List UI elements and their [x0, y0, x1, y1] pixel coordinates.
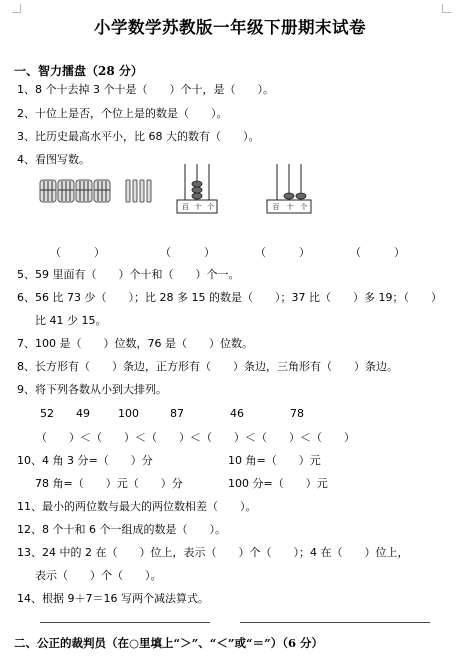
abacus-1 — [175, 160, 219, 220]
question-10-part-b-left: 78 角=（ ）元（ ）分 — [35, 477, 183, 490]
q9-number-2: 49 — [76, 407, 90, 420]
question-1: 1、8 个十去掉 3 个十是（ ）个十，是（ ）。 — [17, 83, 274, 96]
abacus-1-label-ones: 个 — [207, 203, 215, 211]
q4-blank-1[interactable]: （ ） — [50, 246, 105, 259]
question-6-continued: 比 41 少 15。 — [35, 314, 107, 327]
section-heading-1: 一、智力擂盘（28 分） — [14, 64, 143, 78]
q9-number-5: 46 — [230, 407, 244, 420]
page-title: 小学数学苏教版一年级下册期末试卷 — [94, 18, 366, 37]
question-5: 5、59 里面有（ ）个十和（ ）个一。 — [17, 268, 240, 281]
q9-number-3: 100 — [118, 407, 139, 420]
abacus-2-label-ones: 个 — [300, 203, 308, 211]
q9-ordering-blanks[interactable]: （ ）＜（ ）＜（ ）＜（ ）＜（ ）＜（ ） — [36, 431, 355, 444]
abacus-2-label-hundreds: 百 — [272, 203, 280, 211]
question-6: 6、56 比 73 少（ ）；比 28 多 15 的数是（ ）；37 比（ ）多 19；（ ） — [17, 291, 442, 304]
question-13: 13、24 中的 2 在（ ）位上，表示（ ）个（ ）；4 在（ ）位上， — [17, 546, 409, 559]
question-10-part-a-right: 10 角=（ ）元 — [228, 454, 321, 467]
question-9: 9、将下列各数从小到大排列。 — [17, 383, 167, 396]
section-heading-2: 二、公正的裁判员（在○里填上“＞”、“＜”或“＝”）（6 分） — [14, 636, 323, 650]
abacus-1-label-tens: 十 — [194, 203, 202, 211]
stick-bundles-icon — [38, 176, 158, 206]
q4-blank-3[interactable]: （ ） — [255, 246, 310, 259]
question-4: 4、看图写数。 — [17, 153, 90, 166]
question-14: 14、根据 9＋7＝16 写两个减法算式。 — [17, 592, 209, 605]
answer-line-2[interactable] — [240, 622, 430, 623]
abacus-2 — [265, 160, 313, 220]
corner-mark-right — [442, 4, 451, 13]
q4-blank-4[interactable]: （ ） — [350, 246, 405, 259]
question-8: 8、长方形有（ ）条边，正方形有（ ）条边，三角形有（ ）条边。 — [17, 360, 398, 373]
abacus-1-label-hundreds: 百 — [181, 203, 189, 211]
q9-number-6: 78 — [290, 407, 304, 420]
question-10-part-a-left: 10、4 角 3 分=（ ）分 — [17, 454, 153, 467]
q9-number-1: 52 — [40, 407, 54, 420]
question-11: 11、最小的两位数与最大的两位数相差（ ）。 — [17, 500, 257, 513]
abacus-2-label-tens: 十 — [286, 203, 294, 211]
question-13-continued: 表示（ ）个（ ）。 — [35, 569, 162, 582]
corner-mark-left — [12, 4, 21, 13]
q4-blank-2[interactable]: （ ） — [160, 246, 215, 259]
q9-number-4: 87 — [170, 407, 184, 420]
answer-line-1[interactable] — [40, 622, 210, 623]
question-3: 3、比历史最高水平小，比 68 大的数有（ ）。 — [17, 130, 260, 143]
question-10-part-b-right: 100 分=（ ）元 — [228, 477, 328, 490]
question-7: 7、100 是（ ）位数，76 是（ ）位数。 — [17, 337, 253, 350]
question-2: 2、十位上是否，个位上是的数是（ ）。 — [17, 107, 228, 120]
question-12: 12、8 个十和 6 个一组成的数是（ ）。 — [17, 523, 226, 536]
